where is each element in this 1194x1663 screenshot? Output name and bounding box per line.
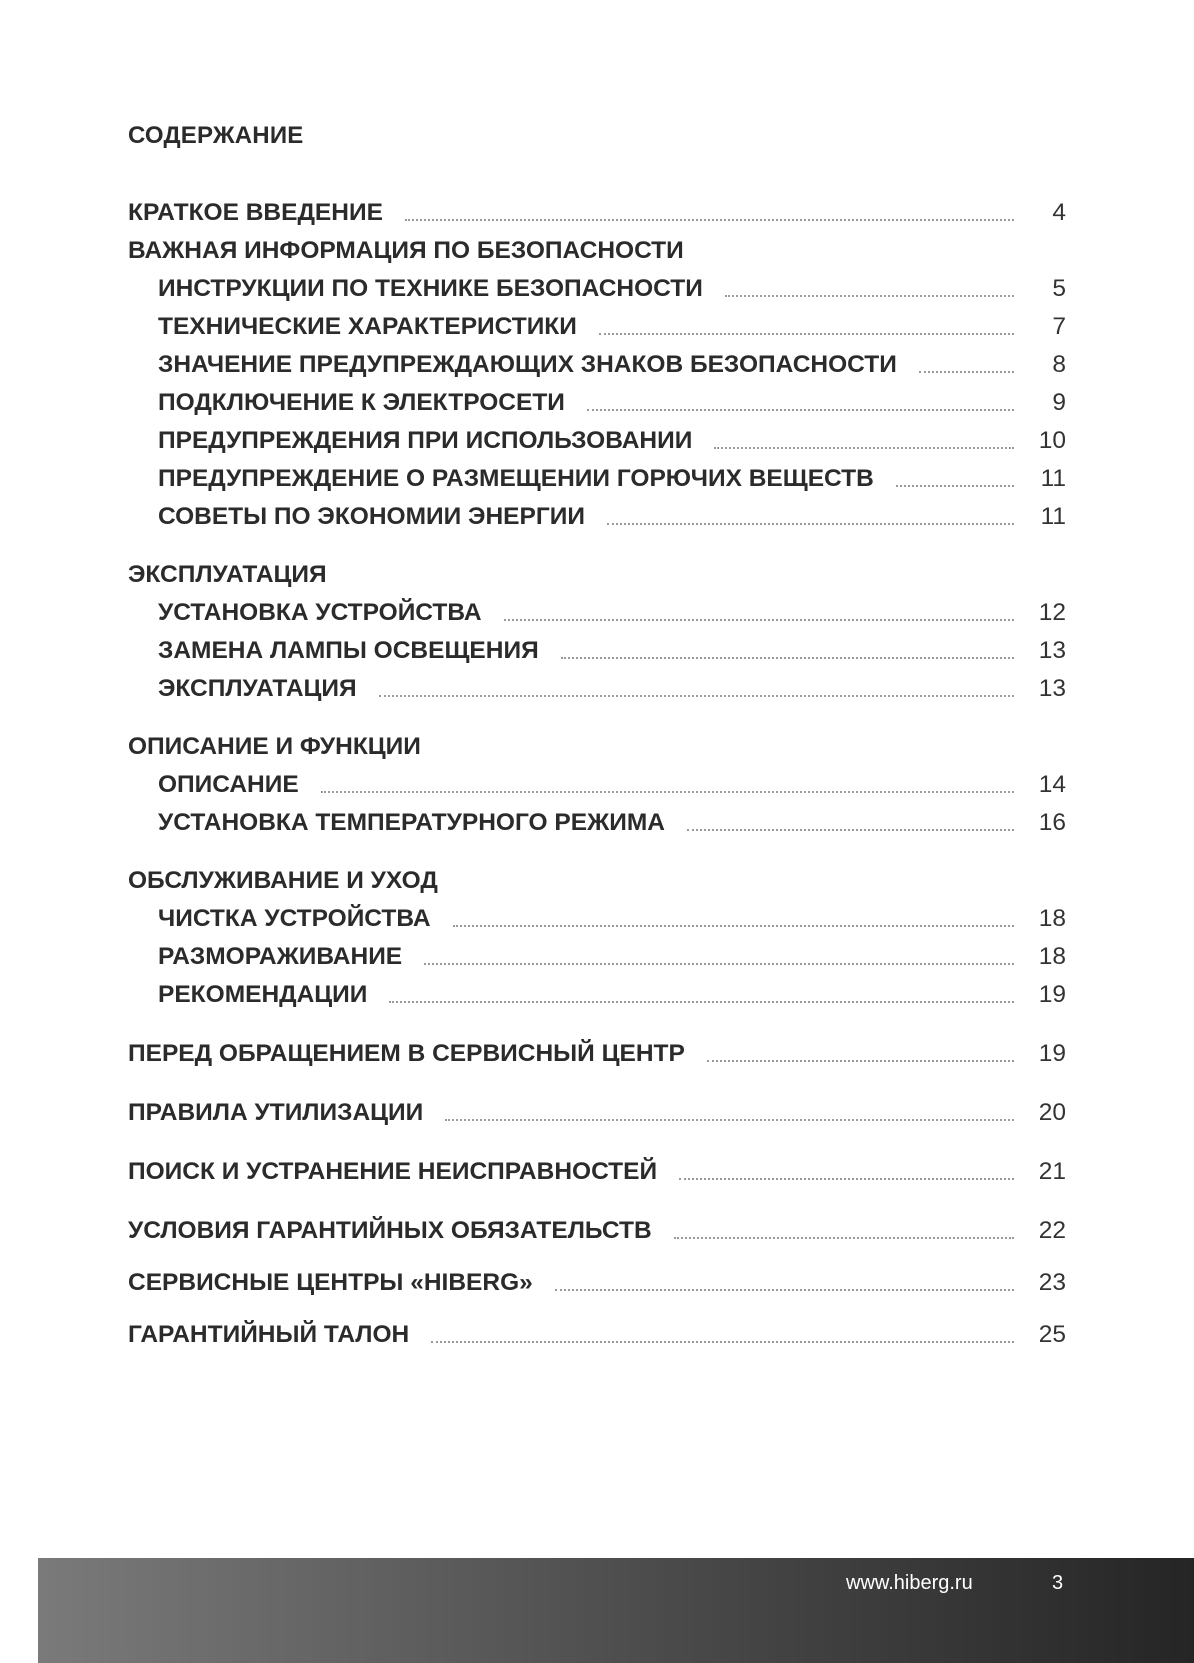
- toc-page-number: 21: [1038, 1158, 1066, 1185]
- toc-entry-label: ПОИСК И УСТРАНЕНИЕ НЕИСПРАВНОСТЕЙ: [128, 1158, 658, 1185]
- toc-entry-label: РАЗМОРАЖИВАНИЕ: [158, 943, 403, 970]
- toc-page-number: 16: [1038, 809, 1066, 836]
- toc-page-number: 14: [1038, 771, 1066, 798]
- toc-entry-label: ОПИСАНИЕ И ФУНКЦИИ: [128, 733, 421, 760]
- toc-page-number: 19: [1038, 1040, 1066, 1067]
- toc-subsection[interactable]: [158, 672, 1066, 706]
- toc-section[interactable]: [128, 558, 1066, 592]
- toc-entry-label: УСЛОВИЯ ГАРАНТИЙНЫХ ОБЯЗАТЕЛЬСТВ: [128, 1217, 652, 1244]
- toc-subsection[interactable]: [158, 768, 1066, 802]
- toc-section[interactable]: [128, 1037, 1066, 1071]
- toc-entry-label: ИНСТРУКЦИИ ПО ТЕХНИКЕ БЕЗОПАСНОСТИ: [158, 275, 703, 302]
- toc-entry-label: ГАРАНТИЙНЫЙ ТАЛОН: [128, 1321, 410, 1348]
- dot-leader: [504, 619, 1014, 621]
- dot-leader: [555, 1289, 1014, 1291]
- toc-section[interactable]: [128, 1214, 1066, 1248]
- toc-subsection[interactable]: [158, 902, 1066, 936]
- dot-leader: [607, 523, 1014, 525]
- toc-section[interactable]: [128, 1318, 1066, 1352]
- toc-subsection[interactable]: [158, 806, 1066, 840]
- toc-subsection[interactable]: [158, 940, 1066, 974]
- toc-subsection[interactable]: [158, 596, 1066, 630]
- dot-leader: [674, 1237, 1014, 1239]
- toc-page-number: 13: [1038, 675, 1066, 702]
- toc-entry-label: ЗАМЕНА ЛАМПЫ ОСВЕЩЕНИЯ: [158, 637, 539, 664]
- toc-entry-label: ПРЕДУПРЕЖДЕНИЕ О РАЗМЕЩЕНИИ ГОРЮЧИХ ВЕЩЕСТВ: [158, 465, 874, 492]
- toc-section[interactable]: [128, 1266, 1066, 1300]
- toc-page-number: 10: [1038, 427, 1066, 454]
- dot-leader: [714, 447, 1014, 449]
- toc-entry-label: СЕРВИСНЫЕ ЦЕНТРЫ «HIBERG»: [128, 1269, 533, 1296]
- toc-section[interactable]: [128, 196, 1066, 230]
- toc-entry-label: ЭКСПЛУАТАЦИЯ: [158, 675, 357, 702]
- toc-entry-label: ОПИСАНИЕ: [158, 771, 299, 798]
- dot-leader: [599, 333, 1014, 335]
- toc-subsection[interactable]: [158, 500, 1066, 534]
- toc-subsection[interactable]: [158, 634, 1066, 668]
- toc-entry-label: ОБСЛУЖИВАНИЕ И УХОД: [128, 867, 438, 894]
- dot-leader: [919, 371, 1014, 373]
- toc-subsection[interactable]: [158, 348, 1066, 382]
- toc-page-number: 19: [1038, 981, 1066, 1008]
- dot-leader: [424, 963, 1014, 965]
- page-number: 3: [1052, 1572, 1064, 1594]
- toc-entry-label: ТЕХНИЧЕСКИЕ ХАРАКТЕРИСТИКИ: [158, 313, 577, 340]
- toc-entry-label: РЕКОМЕНДАЦИИ: [158, 981, 368, 1008]
- dot-leader: [379, 695, 1014, 697]
- toc-page-number: 13: [1038, 637, 1066, 664]
- toc-page-number: 25: [1038, 1321, 1066, 1348]
- website-link[interactable]: www.hiberg.ru: [846, 1572, 973, 1594]
- toc-entry-label: ПОДКЛЮЧЕНИЕ К ЭЛЕКТРОСЕТИ: [158, 389, 565, 416]
- toc-page-number: 7: [1052, 313, 1066, 340]
- toc-subsection[interactable]: [158, 424, 1066, 458]
- toc-page-number: 22: [1038, 1217, 1066, 1244]
- toc-entry-label: ЗНАЧЕНИЕ ПРЕДУПРЕЖДАЮЩИХ ЗНАКОВ БЕЗОПАСНОСТИ: [158, 351, 897, 378]
- toc-subsection[interactable]: [158, 462, 1066, 496]
- dot-leader: [405, 219, 1014, 221]
- footer-bar: [38, 1558, 1194, 1663]
- toc-page-number: 20: [1038, 1099, 1066, 1126]
- toc-entry-label: ЭКСПЛУАТАЦИЯ: [128, 561, 327, 588]
- toc-entry-label: УСТАНОВКА УСТРОЙСТВА: [158, 599, 482, 626]
- toc-subsection[interactable]: [158, 272, 1066, 306]
- toc-subsection[interactable]: [158, 386, 1066, 420]
- toc-entry-label: КРАТКОЕ ВВЕДЕНИЕ: [128, 199, 383, 226]
- toc-section[interactable]: [128, 234, 1066, 268]
- dot-leader: [679, 1178, 1014, 1180]
- toc-page-number: 11: [1040, 465, 1066, 492]
- toc-entry-label: ВАЖНАЯ ИНФОРМАЦИЯ ПО БЕЗОПАСНОСТИ: [128, 237, 684, 264]
- toc-subsection[interactable]: [158, 978, 1066, 1012]
- toc-page-number: 23: [1038, 1269, 1066, 1296]
- toc-page-number: 18: [1038, 943, 1066, 970]
- toc-entry-label: ЧИСТКА УСТРОЙСТВА: [158, 905, 431, 932]
- toc-entry-label: ПРАВИЛА УТИЛИЗАЦИИ: [128, 1099, 424, 1126]
- toc-entry-label: УСТАНОВКА ТЕМПЕРАТУРНОГО РЕЖИМА: [158, 809, 665, 836]
- toc-section[interactable]: [128, 1155, 1066, 1189]
- dot-leader: [561, 657, 1014, 659]
- dot-leader: [389, 1001, 1014, 1003]
- toc-page-number: 11: [1040, 503, 1066, 530]
- toc-section[interactable]: [128, 864, 1066, 898]
- toc-entry-label: ПРЕДУПРЕЖДЕНИЯ ПРИ ИСПОЛЬЗОВАНИИ: [158, 427, 693, 454]
- dot-leader: [321, 791, 1014, 793]
- dot-leader: [445, 1119, 1014, 1121]
- toc-page-number: 12: [1038, 599, 1066, 626]
- toc-page-number: 5: [1052, 275, 1066, 302]
- toc-subsection[interactable]: [158, 310, 1066, 344]
- page-title: СОДЕРЖАНИЕ: [128, 122, 304, 149]
- dot-leader: [896, 485, 1014, 487]
- dot-leader: [587, 409, 1014, 411]
- toc-page-number: 9: [1052, 389, 1066, 416]
- dot-leader: [687, 829, 1014, 831]
- dot-leader: [431, 1341, 1014, 1343]
- toc-section[interactable]: [128, 730, 1066, 764]
- dot-leader: [707, 1060, 1014, 1062]
- toc-entry-label: ПЕРЕД ОБРАЩЕНИЕМ В СЕРВИСНЫЙ ЦЕНТР: [128, 1040, 685, 1067]
- toc-page-number: 18: [1038, 905, 1066, 932]
- toc-page-number: 8: [1052, 351, 1066, 378]
- dot-leader: [453, 925, 1014, 927]
- toc-page-number: 4: [1052, 199, 1066, 226]
- toc-section[interactable]: [128, 1096, 1066, 1130]
- dot-leader: [725, 295, 1014, 297]
- toc-entry-label: СОВЕТЫ ПО ЭКОНОМИИ ЭНЕРГИИ: [158, 503, 585, 530]
